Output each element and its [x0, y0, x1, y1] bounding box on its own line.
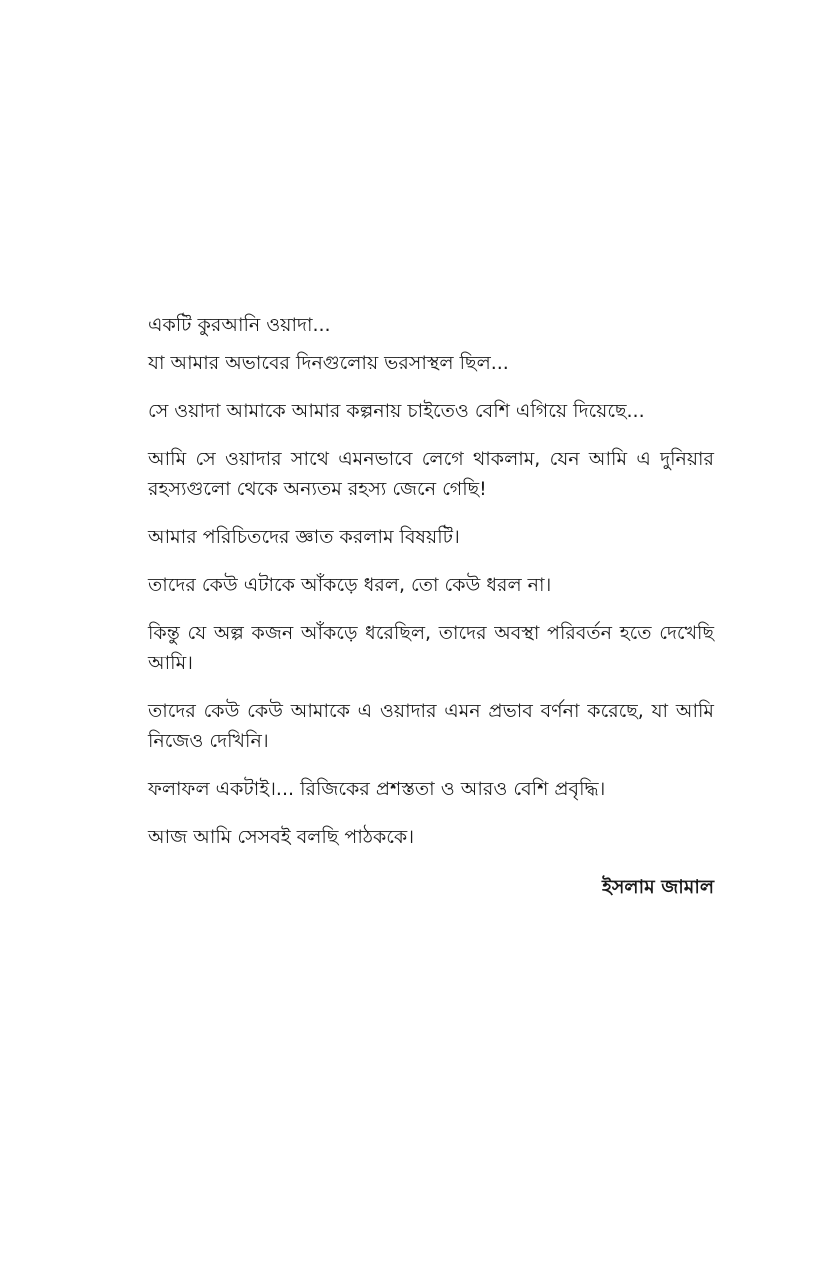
paragraph-10: আজ আমি সেসবই বলছি পাঠককে। — [148, 826, 414, 848]
paragraph-7: কিন্তু যে অল্প কজন আঁকড়ে ধরেছিল, তাদের অবস্থা পরিবর্তন হতে দেখেছি আমি। — [148, 622, 714, 674]
paragraph-9: ফলাফল একটাই।... রিজিকের প্রশস্ততা ও আরও বেশি প্রবৃদ্ধি। — [148, 778, 606, 800]
paragraph-4: আমি সে ওয়াদার সাথে এমনভাবে লেগে থাকলাম, যেন আমি এ দুনিয়ার রহস্যগুলো থেকে অন্যতম রহস্য জেনে গেছি! — [148, 448, 714, 500]
preface-text — [148, 310, 714, 870]
paragraph-3: সে ওয়াদা আমাকে আমার কল্পনায় চাইতেও বেশি এগিয়ে দিয়েছে... — [148, 400, 645, 422]
paragraph-2: যা আমার অভাবের দিনগুলোয় ভরসাস্থল ছিল... — [148, 352, 509, 374]
author-signature: ইসলাম জামাল — [602, 876, 714, 898]
paragraph-6: তাদের কেউ এটাকে আঁকড়ে ধরল, তো কেউ ধরল না। — [148, 574, 552, 596]
paragraph-1: একটি কুরআনি ওয়াদা... — [148, 314, 331, 336]
paragraph-5: আমার পরিচিতদের জ্ঞাত করলাম বিষয়টি। — [148, 526, 460, 548]
paragraph-8: তাদের কেউ কেউ আমাকে এ ওয়াদার এমন প্রভাব বর্ণনা করেছে, যা আমি নিজেও দেখিনি। — [148, 700, 714, 752]
